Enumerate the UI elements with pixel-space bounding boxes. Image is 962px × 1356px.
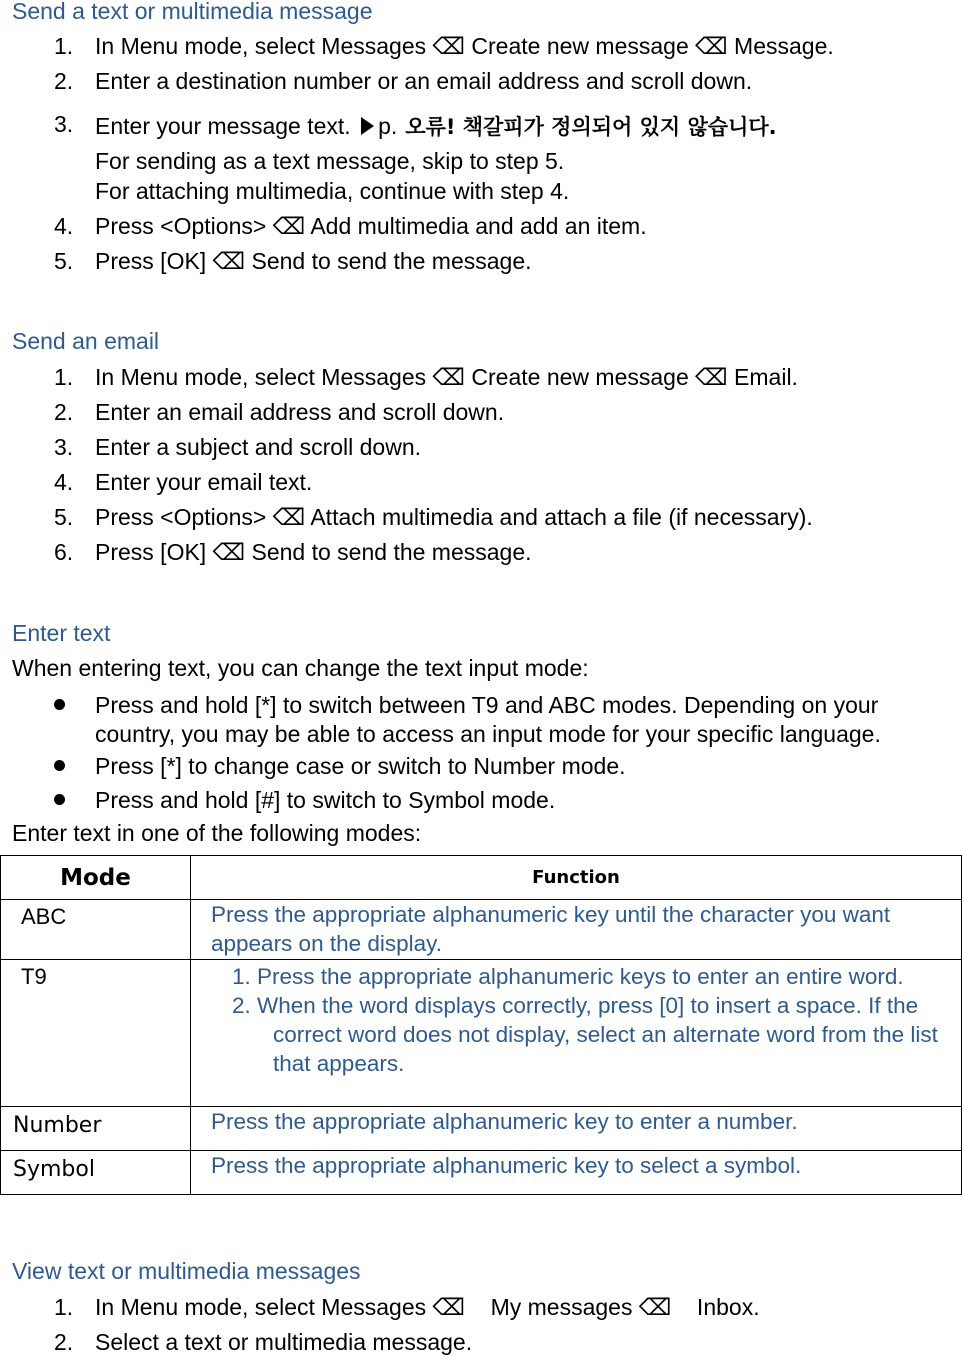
step-number: 1.	[54, 364, 74, 390]
step-number: 2.	[54, 1329, 74, 1355]
table-header-row	[1, 856, 962, 900]
step-text: Press [OK] ⌫ Send to send the message.	[95, 248, 532, 274]
heading-view-messages: View text or multimedia messages	[12, 1258, 361, 1284]
modes-intro: Enter text in one of the following modes:	[12, 820, 422, 846]
step-text: Enter a destination number or an email address and scroll down.	[95, 68, 753, 94]
step-text: Enter an email address and scroll down.	[95, 399, 505, 425]
bullet-icon	[54, 794, 65, 805]
bullet-icon	[54, 760, 65, 771]
mode-cell: ABC	[1, 900, 191, 960]
step-number: 4.	[54, 469, 74, 495]
table-row	[1, 900, 962, 960]
step-text: Enter your email text.	[95, 469, 313, 495]
list-item: 2. When the word displays correctly, press [0] to insert a space. If the correct word does not display, select an alternate word from the list that appears.	[232, 993, 938, 1076]
header-mode: Mode	[1, 856, 191, 900]
step-number: 1.	[54, 1294, 74, 1320]
list-item: 1. Press the appropriate alphanumeric keys to enter an entire word.	[232, 964, 904, 989]
heading-send-message: Send a text or multimedia message	[12, 0, 373, 24]
step-number: 2.	[54, 399, 74, 425]
step-number: 3.	[54, 434, 74, 460]
step-number: 3.	[54, 111, 74, 137]
bookmark-error: 오류! 책갈피가 정의되어 있지 않습니다.	[405, 115, 777, 139]
heading-enter-text: Enter text	[12, 620, 111, 646]
bullet-text: country, you may be able to access an input mode for your specific language.	[95, 721, 881, 747]
heading-send-email: Send an email	[12, 328, 160, 354]
step-number: 5.	[54, 504, 74, 530]
bullet-text: Press and hold [#] to switch to Symbol mode.	[95, 787, 556, 813]
mode-cell: Symbol	[1, 1151, 191, 1195]
step-number: 4.	[54, 213, 74, 239]
step-text: Press <Options> ⌫ Attach multimedia and attach a file (if necessary).	[95, 504, 813, 530]
function-cell: Press the appropriate alphanumeric key until the character you want appears on the display.	[191, 900, 962, 960]
header-function: Function	[191, 856, 962, 900]
step-number: 2.	[54, 68, 74, 94]
bullet-text: Press [*] to change case or switch to Number mode.	[95, 753, 626, 779]
bullet-icon	[54, 699, 65, 710]
bullet-text: Press and hold [*] to switch between T9 and ABC modes. Depending on your	[95, 692, 879, 718]
function-cell	[191, 960, 962, 1107]
step-text: Enter a subject and scroll down.	[95, 434, 422, 460]
function-cell: Press the appropriate alphanumeric key to enter a number.	[191, 1107, 962, 1151]
step-text: Enter your message text.	[95, 113, 351, 139]
step-3-line	[95, 111, 777, 141]
t9-steps	[211, 962, 951, 1078]
step-text: In Menu mode, select Messages ⌫ Create new message ⌫ Email.	[95, 364, 798, 390]
step-note: For attaching multimedia, continue with step 4.	[95, 178, 570, 204]
function-cell: Press the appropriate alphanumeric key to select a symbol.	[191, 1151, 962, 1195]
step-text: In Menu mode, select Messages ⌫ My messages ⌫ Inbox.	[95, 1294, 760, 1320]
play-arrow-icon	[361, 117, 374, 135]
table-row	[1, 1151, 962, 1195]
step-text: Press <Options> ⌫ Add multimedia and add an item.	[95, 213, 647, 239]
step-number: 5.	[54, 248, 74, 274]
modes-table	[0, 855, 962, 1195]
step-text: Press [OK] ⌫ Send to send the message.	[95, 539, 532, 565]
mode-cell: T9	[1, 960, 191, 1107]
mode-cell: Number	[1, 1107, 191, 1151]
step-text: Select a text or multimedia message.	[95, 1329, 473, 1355]
intro-text: When entering text, you can change the text input mode:	[12, 655, 589, 681]
step-note: For sending as a text message, skip to step 5.	[95, 148, 565, 174]
page-ref: p.	[378, 113, 398, 139]
step-number: 6.	[54, 539, 74, 565]
step-text: In Menu mode, select Messages ⌫ Create new message ⌫ Message.	[95, 33, 834, 59]
step-number: 1.	[54, 33, 74, 59]
table-row	[1, 1107, 962, 1151]
table-row	[1, 960, 962, 1107]
